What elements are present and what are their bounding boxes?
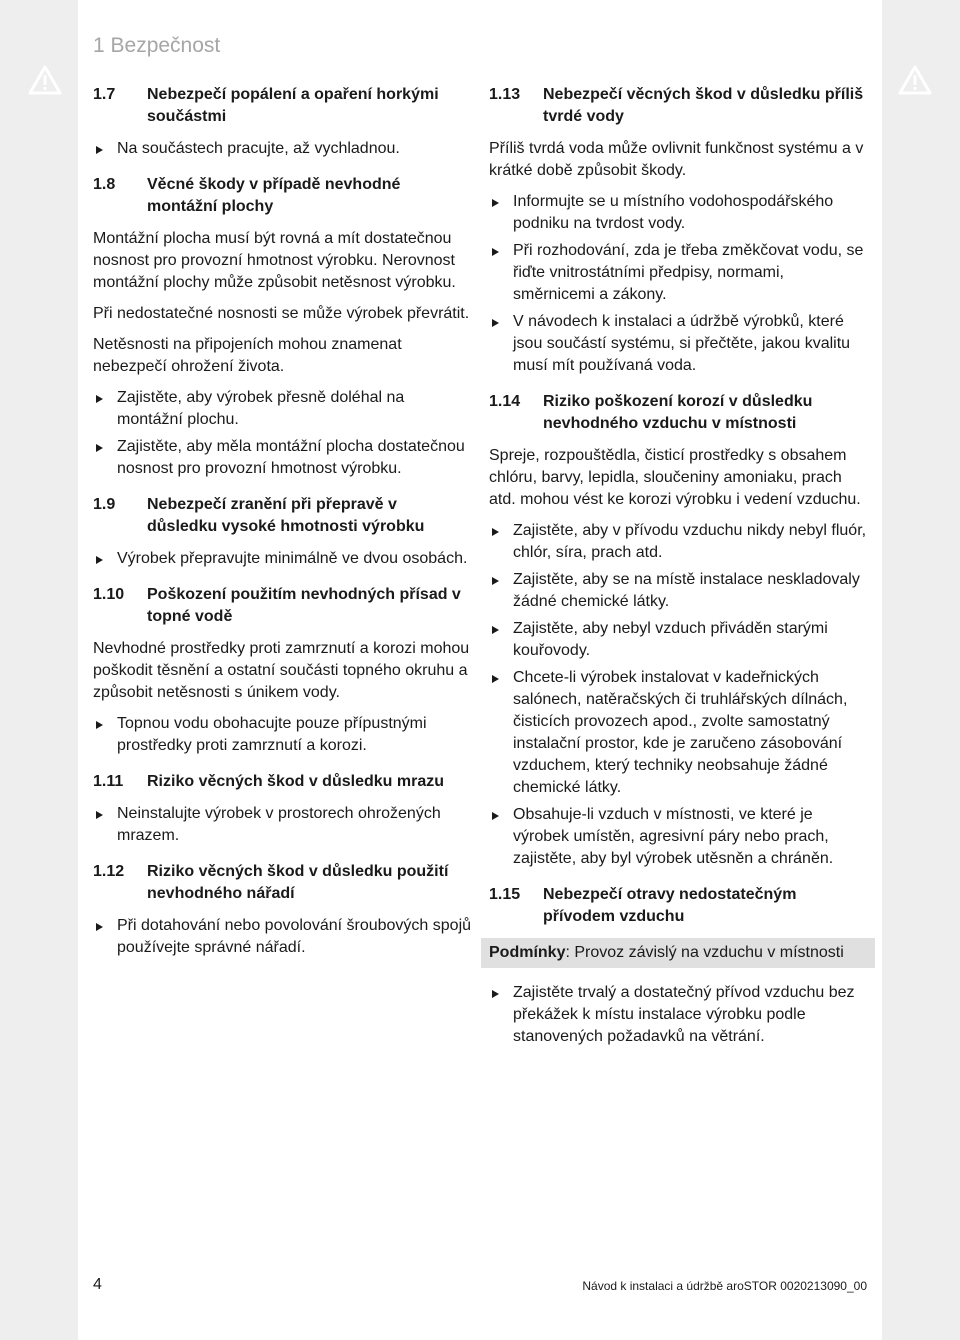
instruction-item [489, 520, 867, 564]
section-title: Nebezpečí otravy nedostatečným přívodem vzduchu [543, 886, 797, 925]
paragraph: Netěsnosti na připojeních mohou znamenat nebezpečí ohrožení života. [93, 336, 402, 375]
bullet-triangle-icon [492, 675, 499, 683]
instruction-list [93, 803, 471, 847]
instruction-text: Zajistěte, aby nebyl vzduch přiváděn starými kouřovody. [513, 620, 828, 659]
instruction-item [489, 311, 867, 377]
instruction-text: Neinstalujte výrobek v prostorech ohrožených mrazem. [117, 805, 441, 844]
section-1-11 [93, 771, 471, 847]
section-1-10 [93, 584, 471, 757]
instruction-text: Obsahuje-li vzduch v místnosti, ve které je výrobek umístěn, agresivní páry nebo prach, zajistěte, aby byl výrobek utěsněn a chráněn. [513, 806, 834, 867]
instruction-list [489, 982, 867, 1048]
bullet-triangle-icon [492, 319, 499, 327]
section-1-9 [93, 494, 471, 570]
section-heading [93, 174, 471, 218]
instruction-item [93, 387, 471, 431]
section-title: Věcné škody v případě nevhodné montážní plochy [147, 176, 401, 215]
instruction-text: V návodech k instalaci a údržbě výrobků, které jsou součástí systému, si přečtěte, jakou kvalitu musí mít používaná voda. [513, 313, 851, 374]
condition-text: : Provoz závislý na vzduchu v místnosti [565, 944, 844, 961]
condition-label: Podmínky [489, 944, 566, 961]
instruction-text: Zajistěte, aby měla montážní plocha dostatečnou nosnost pro provozní hmotnost výrobku. [117, 438, 465, 477]
instruction-text: Topnou vodu obohacujte pouze přípustnými prostředky proti zamrznutí a korozi. [117, 715, 427, 754]
instruction-item [489, 569, 867, 613]
instruction-list [489, 520, 867, 870]
section-title: Nebezpečí popálení a opaření horkými součástmi [147, 86, 439, 125]
section-title: Riziko věcných škod v důsledku použití nevhodného nářadí [147, 863, 449, 902]
section-title: Nebezpečí zranění při přepravě v důsledku vysoké hmotnosti výrobku [147, 496, 425, 535]
instruction-item [93, 138, 471, 160]
section-heading [93, 84, 471, 128]
instruction-list [489, 191, 867, 377]
section-title: Riziko věcných škod v důsledku mrazu [147, 773, 444, 790]
footer-document-title: Návod k instalaci a údržbě aroSTOR 0020213090_00 [582, 1279, 867, 1293]
right-margin-strip [882, 0, 960, 1340]
instruction-text: Při dotahování nebo povolování šroubových spojů používejte správné nářadí. [117, 917, 472, 956]
warning-triangle-icon [898, 64, 932, 96]
page-header: 1 Bezpečnost [93, 34, 221, 57]
instruction-item [93, 436, 471, 480]
paragraph: Příliš tvrdá voda může ovlivnit funkčnost systému a v krátké době způsobit škody. [489, 140, 864, 179]
section-1-14 [489, 391, 867, 870]
paragraph: Montážní plocha musí být rovná a mít dostatečnou nosnost pro provozní hmotnost výrobku. Nerovnost montážní plochy může způsobit netěsnost výrobku. [93, 230, 456, 291]
section-number: 1.15 [489, 886, 521, 903]
instruction-text: Informujte se u místního vodohospodářského podniku na tvrdost vody. [513, 193, 834, 232]
instruction-text: Zajistěte, aby výrobek přesně doléhal na montážní plochu. [117, 389, 405, 428]
section-number: 1.7 [93, 86, 116, 103]
instruction-item [489, 667, 867, 799]
instruction-item [489, 240, 867, 306]
bullet-triangle-icon [492, 990, 499, 998]
section-1-13 [489, 84, 867, 377]
section-number: 1.9 [93, 496, 116, 513]
section-1-12 [93, 861, 471, 959]
bullet-triangle-icon [492, 626, 499, 634]
instruction-list [93, 713, 471, 757]
section-number: 1.13 [489, 86, 521, 103]
instruction-list [93, 915, 471, 959]
bullet-triangle-icon [492, 528, 499, 536]
instruction-text: Při rozhodování, zda je třeba změkčovat vodu, se řiďte vnitrostátními předpisy, normami, směrnicemi a zákony. [513, 242, 864, 303]
instruction-item [93, 803, 471, 847]
section-1-15 [489, 884, 867, 1048]
instruction-text: Chcete-li výrobek instalovat v kadeřnických salónech, natěračských či truhlářských dílnách, čisticích provozech apod., zvolte samostatný instalační prostor, kde je zaručeno zásobování vzduchem, který techniky neobsahuje žádné chemické látky. [513, 669, 848, 796]
section-heading [489, 884, 867, 928]
section-number: 1.11 [93, 773, 124, 790]
section-number: 1.10 [93, 586, 125, 603]
instruction-text: Zajistěte, aby se na místě instalace neskladovaly žádné chemické látky. [513, 571, 860, 610]
instruction-item [93, 548, 471, 570]
section-number: 1.8 [93, 176, 116, 193]
section-title: Poškození použitím nevhodných přísad v topné vodě [147, 586, 461, 625]
left-margin-strip [0, 0, 78, 1340]
section-heading [489, 84, 867, 128]
bullet-triangle-icon [492, 812, 499, 820]
bullet-triangle-icon [96, 444, 103, 452]
paragraph: Při nedostatečné nosnosti se může výrobek převrátit. [93, 305, 470, 322]
instruction-text: Na součástech pracujte, až vychladnou. [117, 140, 400, 157]
section-number: 1.14 [489, 393, 521, 410]
instruction-list [93, 548, 471, 570]
section-heading [93, 494, 471, 538]
left-column [93, 84, 471, 973]
section-heading [489, 391, 867, 435]
instruction-item [489, 982, 867, 1048]
right-column [489, 84, 867, 1062]
bullet-triangle-icon [96, 923, 103, 931]
section-heading [93, 584, 471, 628]
section-1-7 [93, 84, 471, 160]
section-title: Nebezpečí věcných škod v důsledku příliš tvrdé vody [543, 86, 864, 125]
paragraph: Spreje, rozpouštědla, čisticí prostředky s obsahem chlóru, barvy, lepidla, sloučeniny amoniaku, prach atd. mohou vést ke korozi výrobku i vedení vzduchu. [489, 447, 861, 508]
section-1-8 [93, 174, 471, 480]
instruction-item [93, 915, 471, 959]
section-heading [93, 861, 471, 905]
section-heading [93, 771, 471, 793]
bullet-triangle-icon [96, 146, 103, 154]
bullet-triangle-icon [492, 248, 499, 256]
instruction-item [489, 191, 867, 235]
instruction-text: Výrobek přepravujte minimálně ve dvou osobách. [117, 550, 468, 567]
instruction-list [93, 387, 471, 480]
warning-triangle-icon [28, 64, 62, 96]
section-number: 1.12 [93, 863, 125, 880]
instruction-item [489, 618, 867, 662]
instruction-item [489, 804, 867, 870]
bullet-triangle-icon [492, 199, 499, 207]
instruction-item [93, 713, 471, 757]
paragraph: Nevhodné prostředky proti zamrznutí a korozi mohou poškodit těsnění a ostatní součásti topného okruhu a způsobit netěsnosti s únikem vody. [93, 640, 470, 701]
condition-box [481, 938, 875, 968]
instruction-text: Zajistěte, aby v přívodu vzduchu nikdy nebyl fluór, chlór, síra, prach atd. [513, 522, 867, 561]
bullet-triangle-icon [96, 395, 103, 403]
instruction-list [93, 138, 471, 160]
page-number: 4 [93, 1276, 102, 1293]
bullet-triangle-icon [96, 721, 103, 729]
bullet-triangle-icon [96, 811, 103, 819]
bullet-triangle-icon [96, 556, 103, 564]
section-title: Riziko poškození korozí v důsledku nevhodného vzduchu v místnosti [543, 393, 813, 432]
bullet-triangle-icon [492, 577, 499, 585]
instruction-text: Zajistěte trvalý a dostatečný přívod vzduchu bez překážek k místu instalace výrobku podle stanovených požadavků na větrání. [513, 984, 855, 1045]
